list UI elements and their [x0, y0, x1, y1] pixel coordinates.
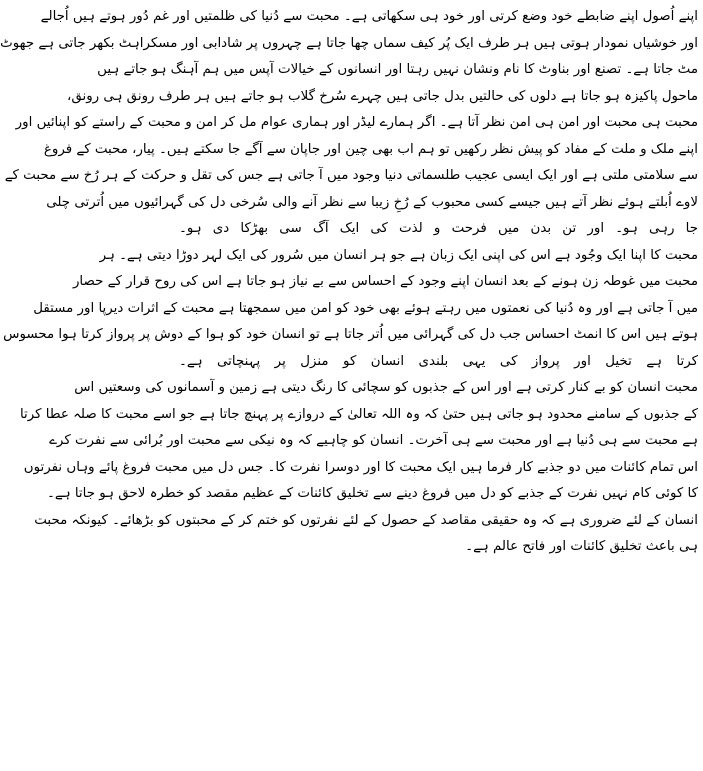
text-line: محبت ہی محبت اور امن ہی امن نظر آتا ہے۔ اگر ہمارے لیڈر اور ہماری عوام مل کر امن و محبت کے راستے کو اپنائیں اور: [15, 115, 698, 130]
text-line: مٹ جاتا ہے۔ تصنع اور بناوٹ کا نام ونشان نہیں رہتا اور انسانوں کے خیالات آپس میں ہم آہنگ ہو جاتے ہیں: [97, 62, 698, 77]
text-line: کا کوئی کام نہیں نفرت کے جذبے کو دل میں فروغ دینے سے تخلیق کائنات کے عظیم مقصد کو خطرہ لاحق ہو جاتا ہے۔: [47, 486, 698, 501]
text-line: سے سلامتی ملتی ہے اور ایک ایسی عجیب طلسماتی دنیا وجود میں آ جاتی ہے جس کی تقل و حرکت کے ہر رُخ سے محبت کے: [4, 168, 698, 183]
urdu-text-page: [0, 4, 698, 767]
text-line: لاوے اُبلتے ہوئے نظر آتے ہیں جیسے کسی محبوب کے رُخِ زیبا سے نظر آنے والی سُرخی دل کی گہرائیوں میں اُترتی چلی: [46, 194, 698, 210]
text-line: ہوتے ہیں اس کا انمٹ احساس جب دل کی گہرائی میں اُتر جاتا ہے تو انسان خود کو ہوا کے دوش پر پرواز کرتا ہوا محسوس: [3, 327, 698, 342]
text-line: انسان کے لئے ضروری ہے کہ وہ حقیقی مقاصد کے حصول کے لئے نفرتوں کو ختم کر کے محبتوں کو بڑھائے۔ کیونکہ محبت: [34, 512, 698, 528]
text-line: اپنے اُصول اپنے ضابطے خود وضع کرتی اور خود ہی سکھاتی ہے۔ محبت سے دُنیا کی ظلمتیں اور غم دُور ہوتے ہیں اُجالے: [40, 9, 698, 24]
text-line: اور خوشیاں نمودار ہوتی ہیں ہر طرف ایک پُر کیف سماں چھا جاتا ہے چہروں پر شادابی اور مسکراہٹ بکھر جاتی ہے جھوٹ: [0, 35, 698, 51]
text-line: میں آ جاتی ہے اور وہ دُنیا کی نعمتوں میں رہتے ہوئے بھی خود کو امن میں سمجھتا ہے محبت کے اثرات دیرپا اور مستقل: [33, 300, 698, 316]
text-line: محبت میں غوطہ زن ہونے کے بعد انسان اپنے وجود کے احساس سے بے نیاز ہو جاتا ہے اس کی روح قرار کے حصار: [72, 274, 698, 289]
text-line: ہے محبت سے ہی دُنیا ہے اور محبت سے ہی آخرت۔ انسان کو چاہیے کہ وہ نیکی سے محبت اور بُرائی سے نفرت کرے: [49, 433, 698, 448]
text-line: کے جذبوں کے سامنے محدود ہو جاتی ہیں حتیٰ کہ وہ اللہ تعالیٰ کے دروازے پر پہنچ جاتا ہے جو اسے محبت کا صلہ عطا کرتا: [19, 406, 698, 422]
text-line: ماحول پاکیزہ ہو جاتا ہے دلوں کی حالتیں بدل جاتی ہیں چہرے سُرخ گلاب ہو جاتے ہیں ہر طرف رونق ہی رونق،: [67, 88, 698, 104]
text-line: کرتا ہے تخیل اور پرواز کی یہی بلندی انسان کو منزل پر پہنچاتی ہے۔: [179, 353, 698, 369]
text-line: اپنے ملک و ملت کے مفاد کو پیش نظر رکھیں تو ہم اب بھی چین اور جاپان سے آگے جا سکتے ہیں۔ پیار، محبت کے فروغ: [43, 141, 698, 157]
text-line: ہی باعث تخلیق کائنات اور فاتح عالم ہے۔: [465, 539, 698, 554]
text-line: محبت کا اپنا ایک وجُود ہے اس کی اپنی ایک زبان ہے جو ہر انسان میں سُرور کی ایک لہر دوڑا دیتی ہے۔ ہر: [99, 247, 698, 263]
text-line: محبت انسان کو بے کنار کرتی ہے اور اس کے جذبوں کو سچائی کا رنگ دیتی ہے زمین و آسمانوں کی وسعتیں اس: [74, 380, 698, 395]
text-line: جا رہی ہو۔ اور تن بدن میں فرحت و لذت کی ایک آگ سی بھڑکا دی ہو۔: [179, 221, 698, 236]
text-line: اس تمام کائنات میں دو جذبے کار فرما ہیں ایک محبت کا اور دوسرا نفرت کا۔ جس دل میں محبت فروغ پائے وہاں نفرتوں: [23, 459, 698, 475]
